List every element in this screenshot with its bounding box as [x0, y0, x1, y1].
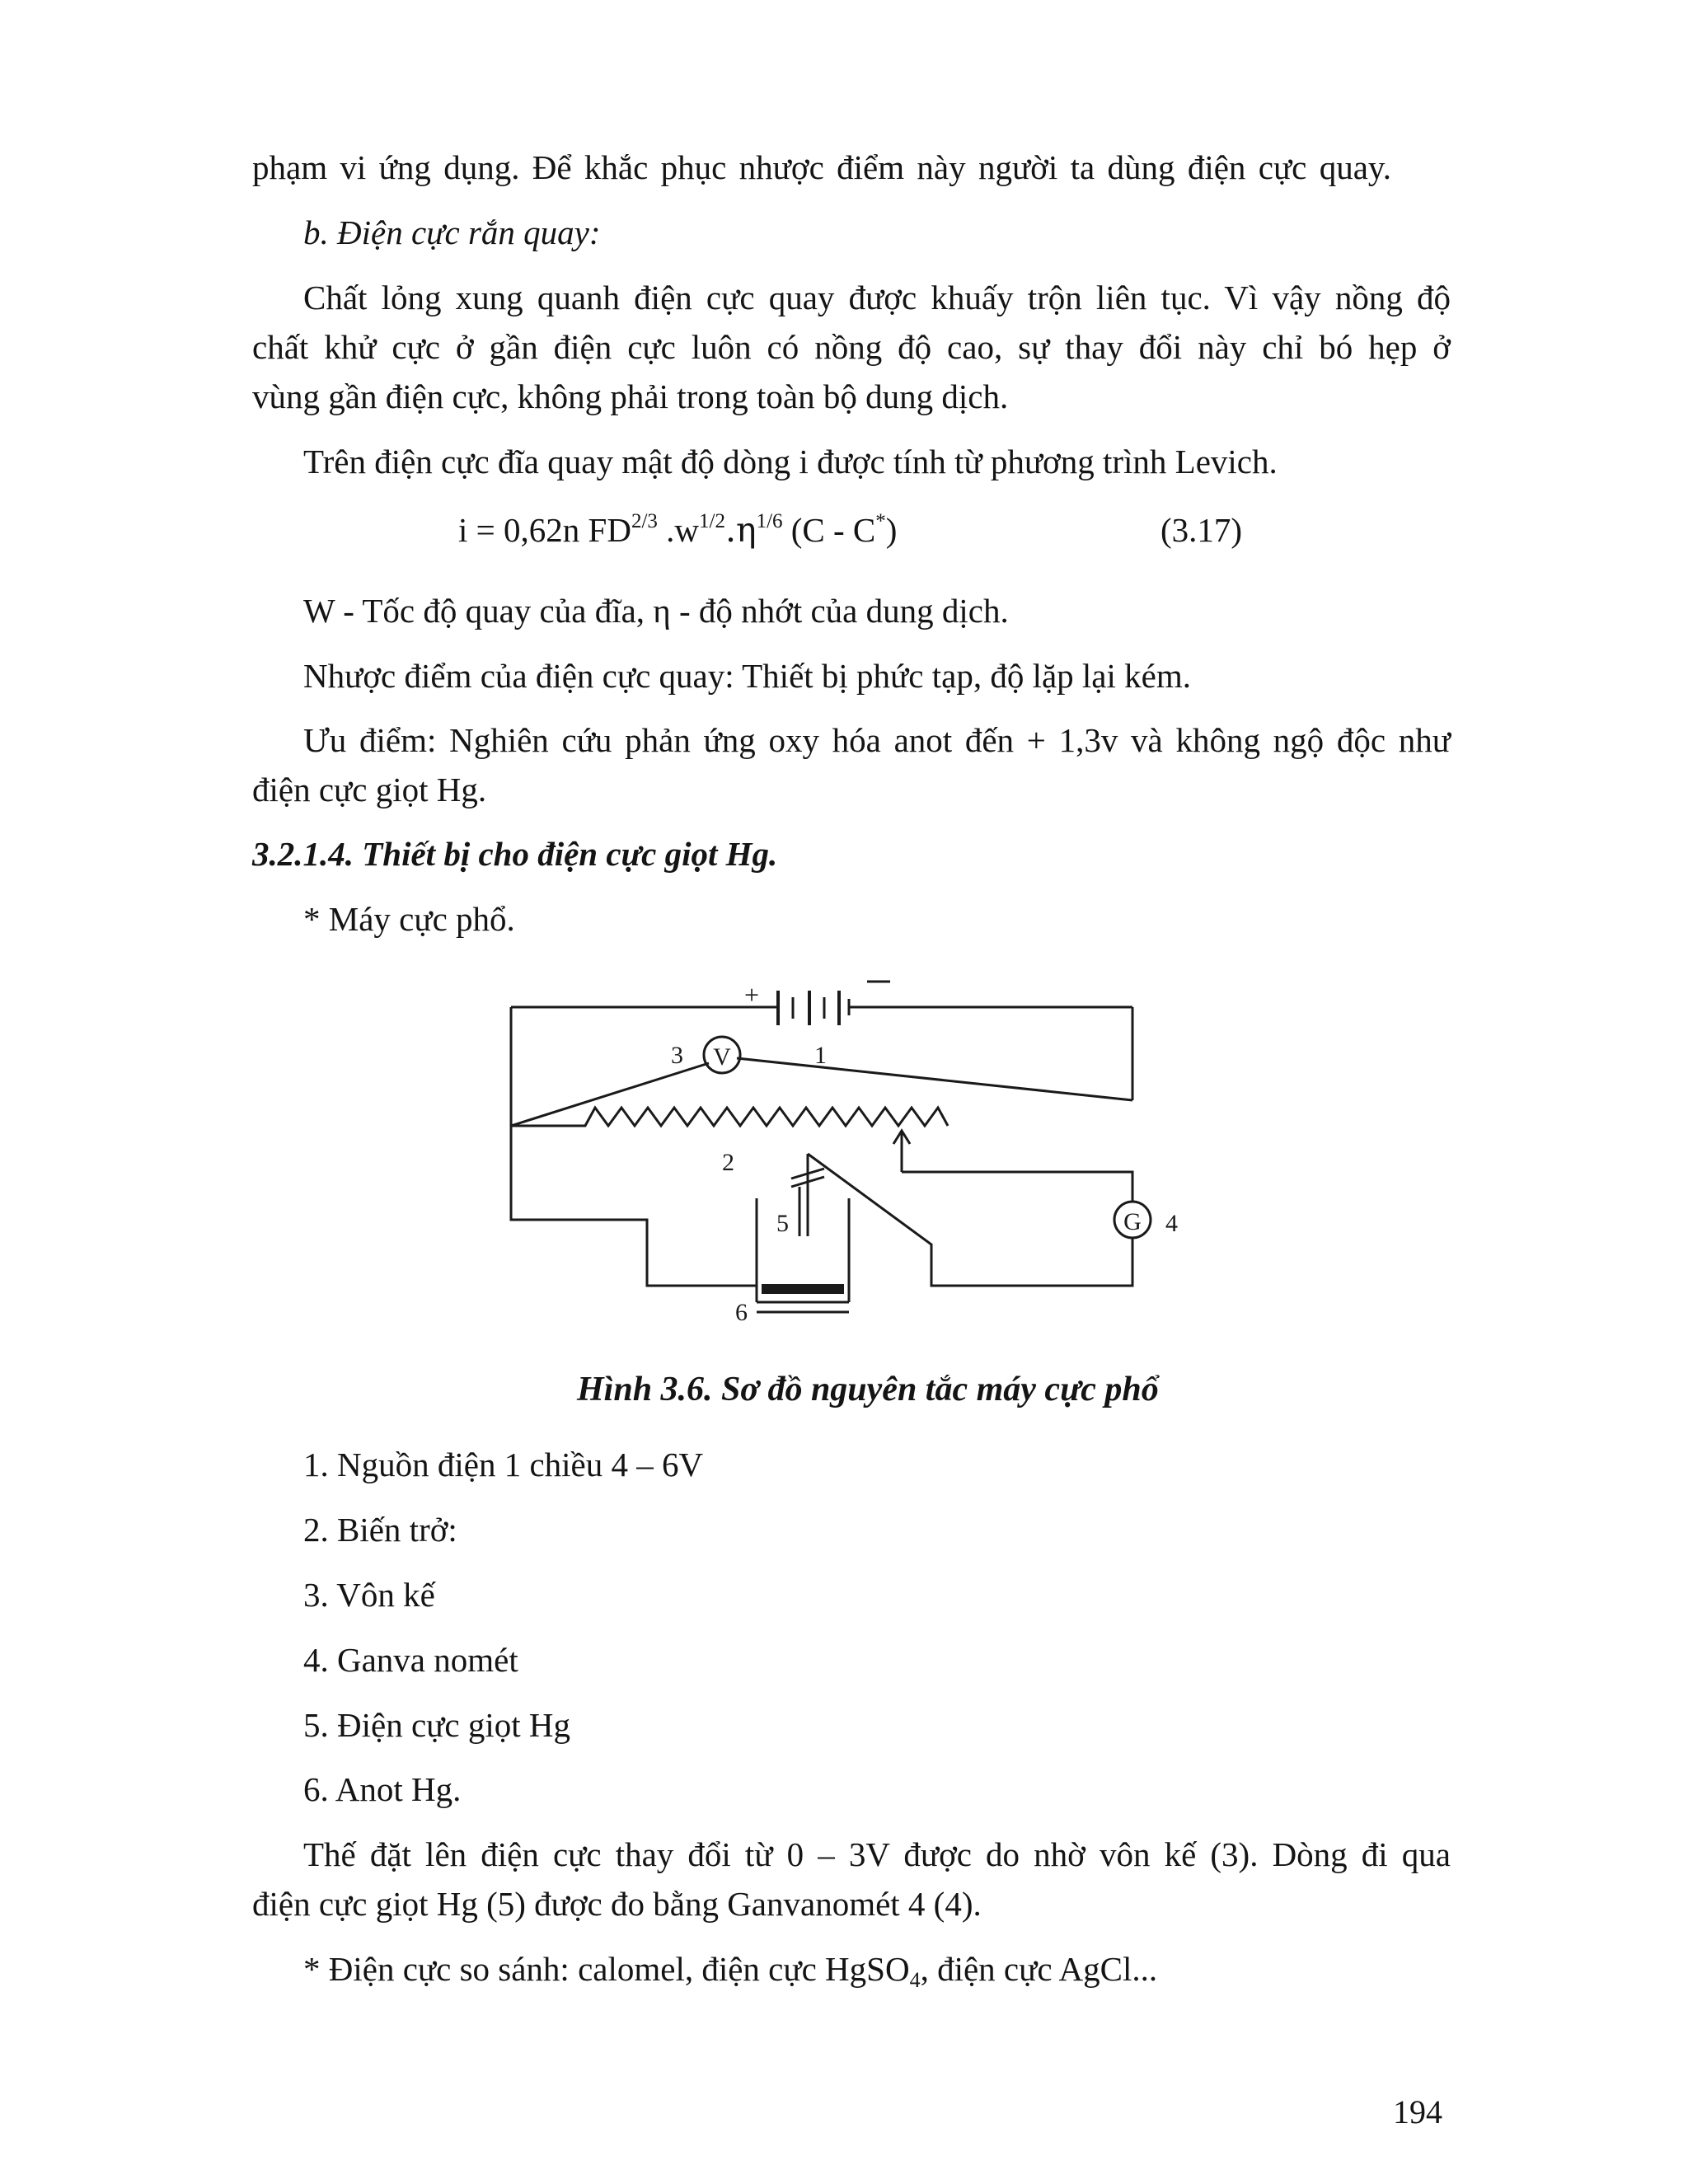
figure-label-2: 2	[722, 1149, 734, 1176]
subheading-b: b. Điện cực rắn quay:	[303, 213, 601, 251]
legend-item: 3. Vôn kế	[303, 1576, 435, 1614]
legend-item: 2. Biến trở:	[303, 1511, 457, 1549]
figure-label-6: 6	[735, 1299, 748, 1326]
mercury-anode-pool	[762, 1284, 844, 1294]
paragraph-line: * Điện cực so sánh: calomel, điện cực HgSO$_4$, điện cực AgCl...	[303, 1950, 1158, 1992]
svg-text:V: V	[713, 1043, 731, 1071]
battery-symbol	[511, 982, 1132, 1025]
figure-label-5: 5	[776, 1210, 789, 1237]
equation-number: (3.17)	[1160, 511, 1243, 549]
figure-label-4: 4	[1165, 1210, 1178, 1237]
plus-sign: +	[744, 980, 760, 1010]
polarograph-circuit-diagram	[491, 964, 1200, 1422]
legend-item: 1. Nguồn điện 1 chiều 4 – 6V	[303, 1446, 704, 1483]
paragraph-line: phạm vi ứng dụng. Để khắc phục nhược điểm này người ta dùng điện cực quay.	[252, 148, 1391, 186]
paragraph-line: Chất lỏng xung quanh điện cực quay được khuấy trộn liên tục. Vì vậy nồng độ	[303, 279, 1451, 316]
paragraph-line: vùng gần điện cực, không phải trong toàn bộ dung dịch.	[252, 377, 1009, 415]
paragraph-line: điện cực giọt Hg.	[252, 771, 487, 808]
figure-label-3: 3	[671, 1042, 683, 1069]
electrolysis-cell	[757, 1198, 849, 1312]
section-heading: 3.2.1.4. Thiết bị cho điện cực giọt Hg.	[252, 835, 778, 873]
paragraph-line: Trên điện cực đĩa quay mật độ dòng i được tính từ phương trình Levich.	[303, 443, 1278, 480]
paragraph-line: W - Tốc độ quay của đĩa, η - độ nhớt của dung dịch.	[303, 592, 1009, 630]
legend-item: 6. Anot Hg.	[303, 1770, 462, 1808]
paragraph-line: Thế đặt lên điện cực thay đổi từ 0 – 3V được do nhờ vôn kế (3). Dòng đi qua	[303, 1835, 1451, 1873]
figure-label-1: 1	[814, 1042, 827, 1069]
paragraph-line: điện cực giọt Hg (5) được đo bằng Ganvanomét 4 (4).	[252, 1885, 982, 1923]
levich-equation: i = 0,62n $FD^{2/3}$ $.w^{1/2}.\eta^{1/6}$ (C - C*)	[458, 510, 898, 550]
rheostat-icon	[511, 1108, 948, 1126]
legend-item: 4. Ganva nomét	[303, 1641, 518, 1679]
paragraph-line: Nhược điểm của điện cực quay: Thiết bị phức tạp, độ lặp lại kém.	[303, 657, 1191, 695]
figure-caption: Hình 3.6. Sơ đồ nguyên tắc máy cực phổ	[577, 1371, 1159, 1408]
dropping-mercury-electrode	[791, 1154, 824, 1236]
paragraph-line: chất khử cực ở gần điện cực luôn có nồng độ cao, sự thay đổi này chỉ bó hẹp ở	[252, 328, 1451, 366]
svg-text:G: G	[1123, 1208, 1142, 1235]
bullet-item: * Máy cực phổ.	[303, 900, 515, 938]
legend-item: 5. Điện cực giọt Hg	[303, 1706, 570, 1744]
page-number: 194	[1393, 2093, 1442, 2130]
paragraph-line: Ưu điểm: Nghiên cứu phản ứng oxy hóa anot đến + 1,3v và không ngộ độc như	[303, 721, 1451, 759]
